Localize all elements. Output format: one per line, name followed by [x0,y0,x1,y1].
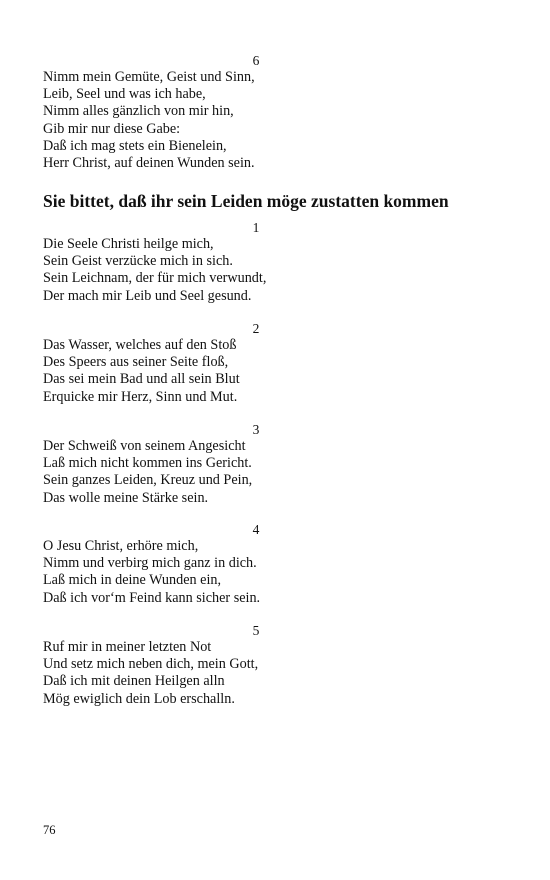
stanza-2 [43,320,473,406]
verse-line: Mög ewiglich dein Lob erschalln. [43,690,235,707]
verse-line: Das Wasser, welches auf den Stoß [43,337,237,353]
verse-line: Und setz mich neben dich, mein Gott, [43,656,259,673]
stanza-number: 5 [252,623,260,638]
stanza-number: 4 [252,522,260,537]
page-number: 76 [43,823,56,837]
verse-line: Erquicke mir Herz, Sinn und Mut. [43,388,238,405]
verse-line: Das wolle meine Stärke sein. [43,489,209,506]
stanza-5 [43,622,473,708]
verse-line: Des Speers aus seiner Seite floß, [43,354,229,371]
verse-line: O Jesu Christ, erhöre mich, [43,538,199,554]
verse-line: Sein Leichnam, der für mich verwundt, [43,270,267,287]
verse-line: Gib mir nur diese Gabe: [43,120,181,137]
stanza-number: 2 [252,321,260,336]
verse-line: Laß mich in deine Wunden ein, [43,572,222,589]
stanza-6-prev-hymn [43,52,473,172]
stanza-3 [43,421,473,507]
verse-line: Sein ganzes Leiden, Kreuz und Pein, [43,472,253,489]
stanza-number: 3 [252,422,260,437]
stanza-1 [43,219,473,305]
verse-line: Nimm alles gänzlich von mir hin, [43,103,234,120]
verse-line: Die Seele Christi heilge mich, [43,236,214,252]
verse-line: Nimm mein Gemüte, Geist und Sinn, [43,69,255,85]
verse-line: Ruf mir in meiner letzten Not [43,639,212,655]
verse-line: Das sei mein Bad und all sein Blut [43,371,240,388]
verse-line: Der mach mir Leib und Seel gesund. [43,287,252,304]
verse-line: Daß ich mag stets ein Bienelein, [43,137,227,154]
stanza-number: 6 [252,53,260,68]
hymn-title: Sie bittet, daß ihr sein Leiden möge zustatten kommen [43,191,449,211]
stanza-4 [43,521,473,607]
verse-line: Der Schweiß von seinem Angesicht [43,438,246,454]
verse-line: Nimm und verbirg mich ganz in dich. [43,555,257,572]
verse-line: Sein Geist verzücke mich in sich. [43,253,233,270]
verse-line: Daß ich vor‘m Feind kann sicher sein. [43,589,261,606]
stanza-number: 1 [252,220,260,235]
verse-line: Daß ich mit deinen Heilgen alln [43,673,225,690]
verse-line: Herr Christ, auf deinen Wunden sein. [43,155,255,172]
verse-line: Laß mich nicht kommen ins Gericht. [43,455,252,472]
verse-line: Leib, Seel und was ich habe, [43,86,206,103]
